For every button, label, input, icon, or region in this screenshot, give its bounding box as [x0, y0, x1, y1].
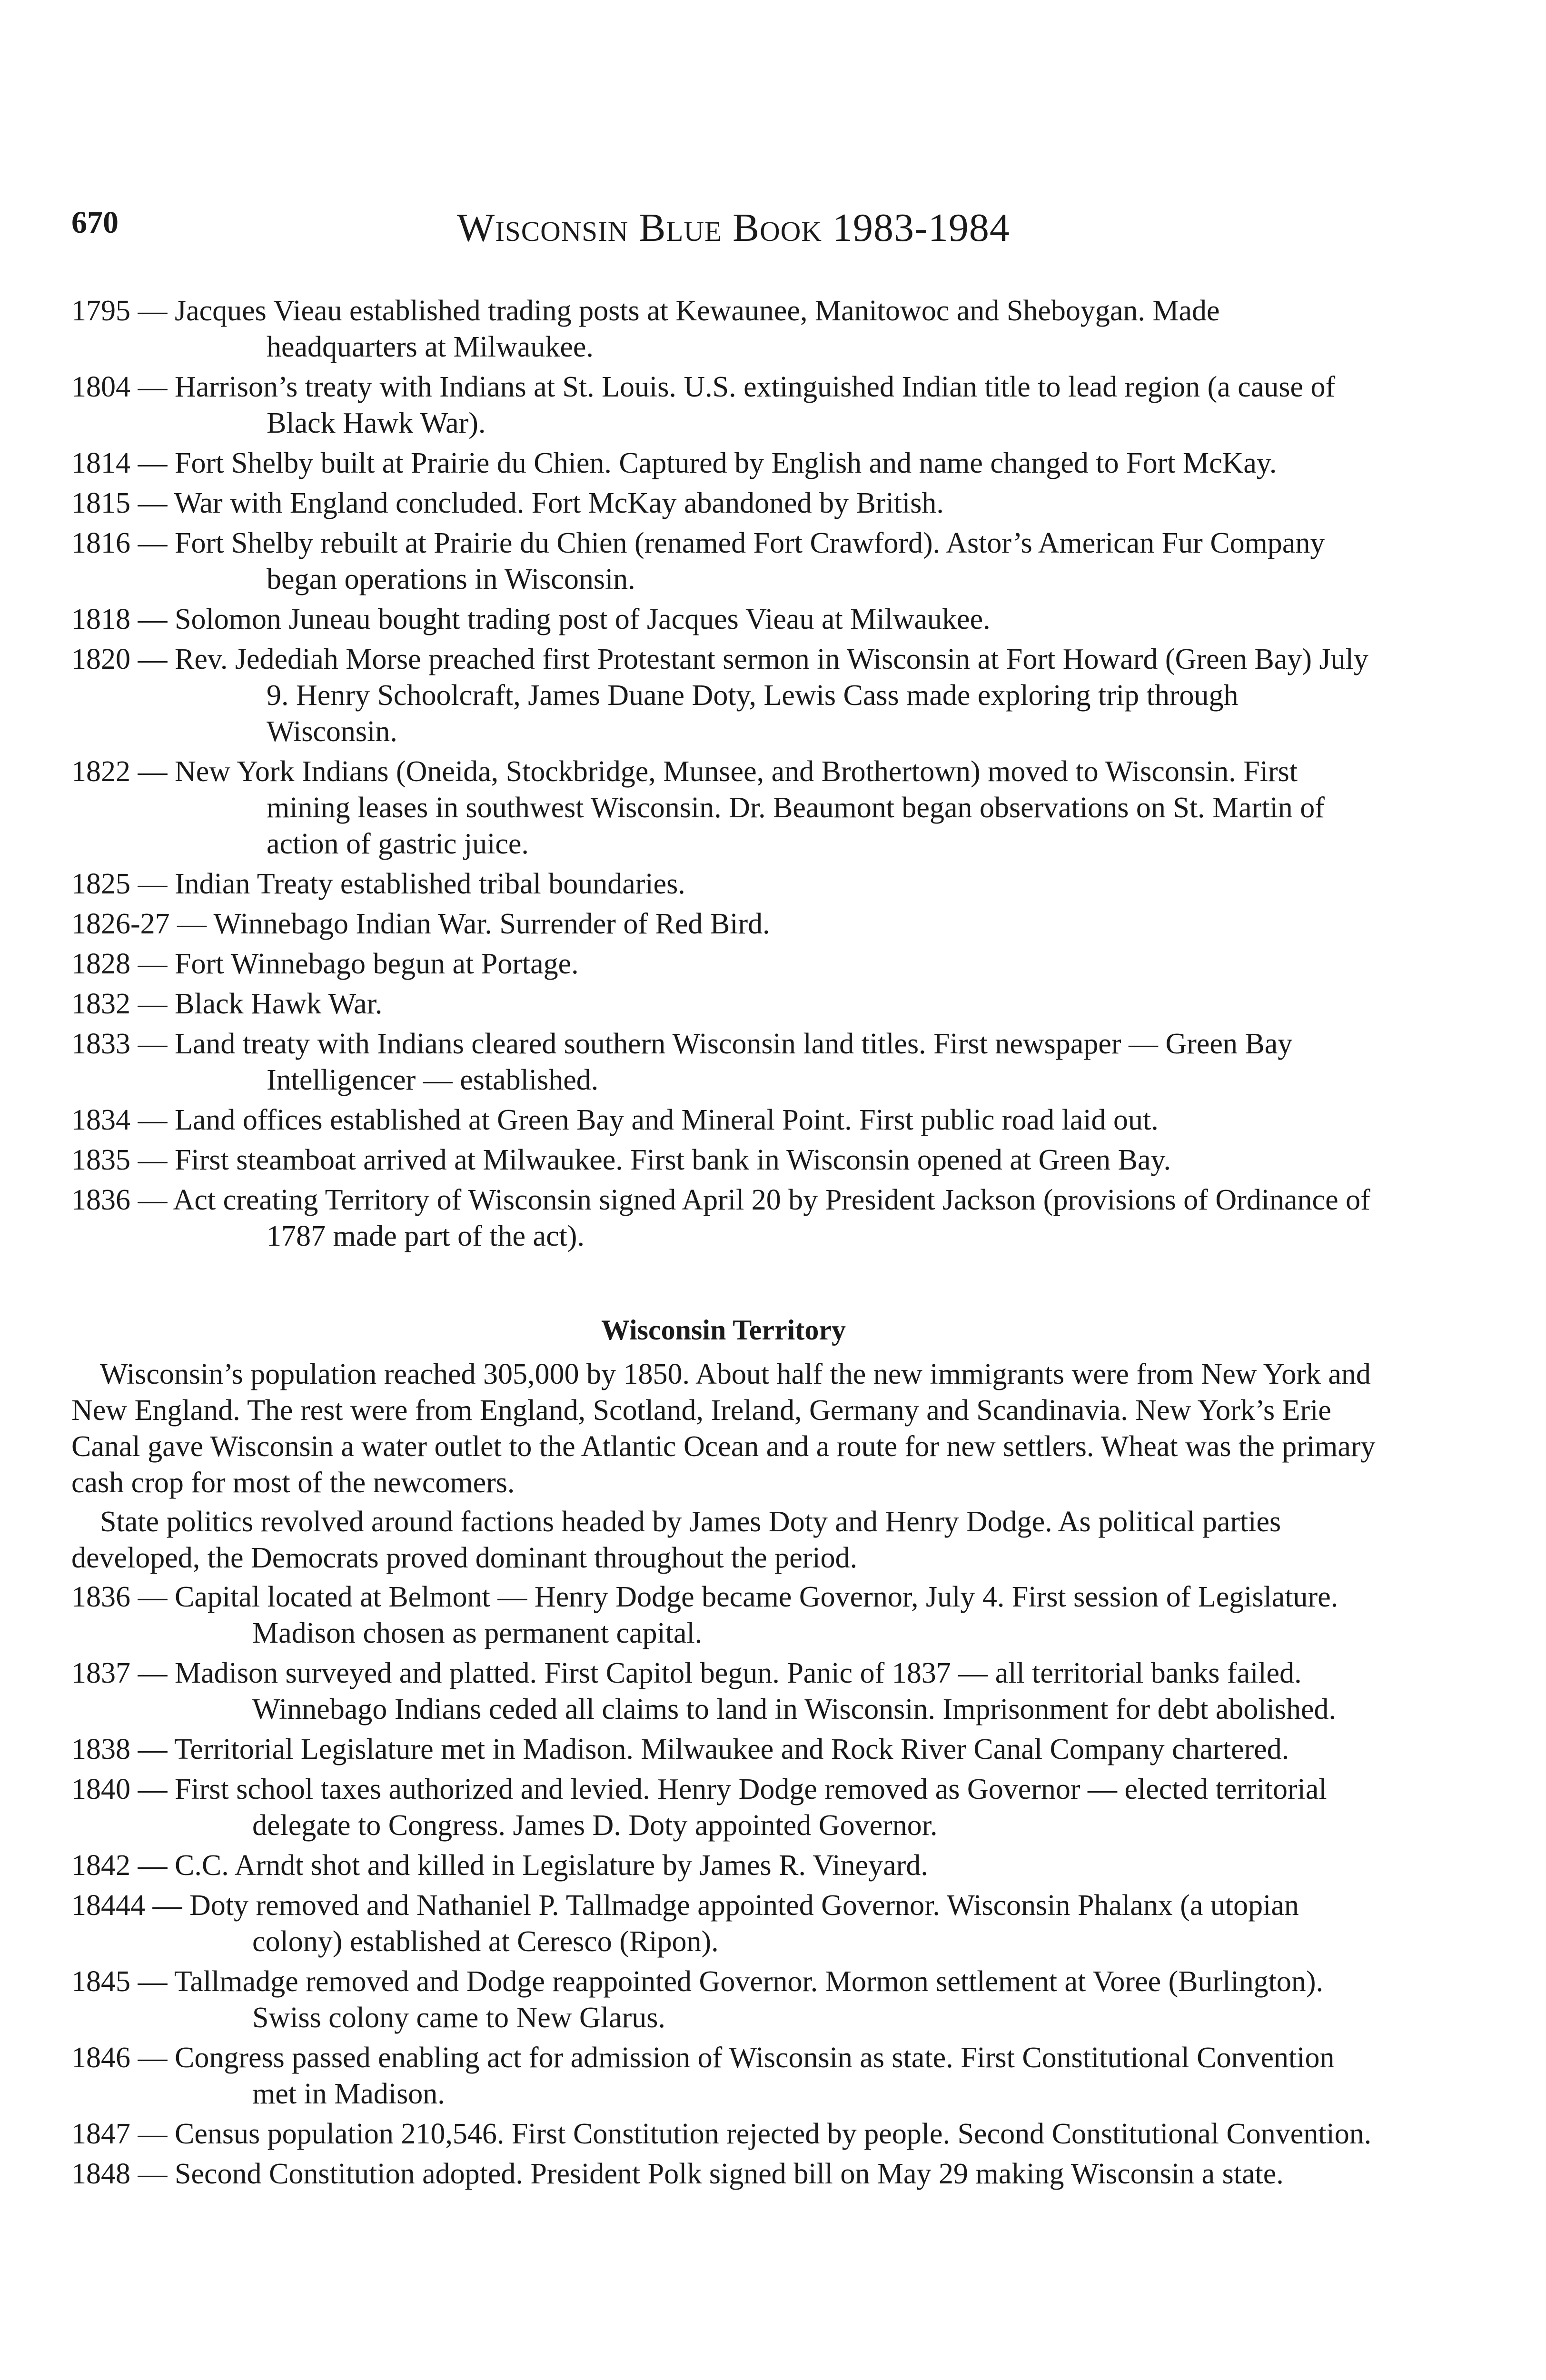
entry-year: 1836 — [71, 1184, 130, 1216]
entry-year: 1816 — [71, 527, 130, 559]
entry-dash: — — [138, 988, 168, 1020]
entry-text: Solomon Juneau bought trading post of Jacques Vieau at Milwaukee. — [175, 603, 991, 635]
entry-dash: — — [152, 1889, 182, 1922]
chronology-entry — [71, 1847, 1376, 1884]
chronology-entry — [71, 1771, 1376, 1844]
entry-year: 1835 — [71, 1144, 130, 1176]
entry-year: 1845 — [71, 1965, 130, 1998]
chronology-entry — [71, 1731, 1376, 1767]
chronology-entry — [71, 1142, 1376, 1178]
entry-text: First school taxes authorized and levied. Henry Dodge removed as Governor — elected territorial delegate to Congress. James D. Doty appointed Governor. — [175, 1773, 1327, 1842]
entry-dash: — — [138, 527, 168, 559]
chronology-entry — [71, 906, 1376, 942]
entry-text: Territorial Legislature met in Madison. Milwaukee and Rock River Canal Company chartered. — [174, 1733, 1289, 1765]
section-heading: Wisconsin Territory — [601, 1314, 846, 1346]
entry-year: 1836 — [71, 1581, 130, 1613]
entry-dash: — — [138, 948, 168, 980]
entry-dash: — — [138, 1184, 168, 1216]
early-chronology-list — [71, 293, 1376, 1254]
entry-dash: — — [138, 1773, 168, 1805]
entry-year: 1826-27 — [71, 908, 170, 940]
entry-text: Fort Shelby built at Prairie du Chien. Captured by English and name changed to Fort McKay. — [175, 447, 1277, 479]
entry-year: 1822 — [71, 755, 130, 788]
entry-text: Census population 210,546. First Constitution rejected by people. Second Constitutional Convention. — [175, 2118, 1372, 2150]
chronology-entry — [71, 485, 1376, 521]
entry-year: 1818 — [71, 603, 130, 635]
territory-paragraph: State politics revolved around factions headed by James Doty and Henry Dodge. As political parties developed, the Democrats proved dominant throughout the period. — [71, 1506, 1281, 1574]
entry-text: Tallmadge removed and Dodge reappointed Governor. Mormon settlement at Voree (Burlington). Swiss colony came to New Glarus. — [174, 1965, 1324, 2034]
entry-text: Rev. Jedediah Morse preached first Protestant sermon in Wisconsin at Fort Howard (Green Bay) July 9. Henry Schoolcraft, James Duane Doty, Lewis Cass made exploring trip through Wisconsin. — [175, 643, 1368, 748]
entry-year: 1848 — [71, 2158, 130, 2190]
entry-year: 1825 — [71, 868, 130, 900]
entry-text: Black Hawk War. — [175, 988, 383, 1020]
entry-year: 1795 — [71, 295, 130, 327]
entry-dash: — — [138, 371, 168, 403]
entry-year: 1820 — [71, 643, 130, 675]
entry-text: New York Indians (Oneida, Stockbridge, Munsee, and Brothertown) moved to Wisconsin. First mining leases in southwest Wisconsin. Dr. Beaumont began observations on St. Martin of action of gastric juice. — [175, 755, 1325, 860]
entry-dash: — — [138, 1965, 168, 1998]
chronology-entry — [71, 986, 1376, 1022]
entry-text: First steamboat arrived at Milwaukee. First bank in Wisconsin opened at Green Bay. — [175, 1144, 1171, 1176]
entry-text: C.C. Arndt shot and killed in Legislature by James R. Vineyard. — [175, 1849, 928, 1882]
entry-text: Doty removed and Nathaniel P. Tallmadge appointed Governor. Wisconsin Phalanx (a utopian colony) established at Ceresco (Ripon). — [189, 1889, 1299, 1958]
entry-dash: — — [138, 1657, 168, 1689]
entry-year: 1840 — [71, 1773, 130, 1805]
chronology-entry — [71, 293, 1376, 365]
entry-dash: — — [138, 1733, 168, 1765]
chronology-entry — [71, 1887, 1376, 1960]
entry-year: 1838 — [71, 1733, 130, 1765]
entry-text: Land offices established at Green Bay and Mineral Point. First public road laid out. — [175, 1104, 1159, 1136]
entry-year: 1842 — [71, 1849, 130, 1882]
entry-dash: — — [138, 1849, 168, 1882]
entry-year: 1815 — [71, 487, 130, 519]
entry-year: 1837 — [71, 1657, 130, 1689]
chronology-entry — [71, 2156, 1376, 2192]
chronology-entry — [71, 866, 1376, 902]
entry-dash: — — [138, 603, 168, 635]
entry-dash: — — [138, 868, 168, 900]
chronology-entry — [71, 2040, 1376, 2112]
chronology-entry — [71, 1182, 1376, 1254]
entry-text: Winnebago Indian War. Surrender of Red Bird. — [213, 908, 770, 940]
entry-year: 1846 — [71, 2042, 130, 2074]
territory-chronology-list — [71, 1579, 1376, 2192]
entry-dash: — — [138, 2158, 168, 2190]
chronology-entry — [71, 641, 1376, 750]
entry-dash: — — [138, 2042, 168, 2074]
entry-dash: — — [138, 2118, 168, 2150]
entry-dash: — — [138, 487, 168, 519]
chronology-entry — [71, 1964, 1376, 2036]
entry-text: War with England concluded. Fort McKay abandoned by British. — [174, 487, 944, 519]
page-header — [71, 205, 1380, 262]
entry-year: 1814 — [71, 447, 130, 479]
entry-text: Harrison’s treaty with Indians at St. Louis. U.S. extinguished Indian title to lead region (a cause of Black Hawk War). — [175, 371, 1336, 439]
entry-dash: — — [138, 755, 168, 788]
entry-year: 1834 — [71, 1104, 130, 1136]
entry-dash: — — [138, 643, 168, 675]
entry-dash: — — [177, 908, 207, 940]
chronology-entry — [71, 445, 1376, 481]
entry-text: Capital located at Belmont — Henry Dodge became Governor, July 4. First session of Legislature. Madison chosen as permanent capital. — [175, 1581, 1338, 1649]
entry-year: 18444 — [71, 1889, 145, 1922]
chronology-entry — [71, 1655, 1376, 1727]
entry-text: Second Constitution adopted. President Polk signed bill on May 29 making Wisconsin a state. — [175, 2158, 1284, 2190]
chronology-entry — [71, 1579, 1376, 1651]
entry-dash: — — [138, 1028, 168, 1060]
chronology-entry — [71, 1026, 1376, 1098]
entry-dash: — — [138, 295, 168, 327]
entry-year: 1847 — [71, 2118, 130, 2150]
entry-text: Congress passed enabling act for admission of Wisconsin as state. First Constitutional Convention met in Madison. — [175, 2042, 1335, 2110]
territory-paragraph: Wisconsin’s population reached 305,000 by 1850. About half the new immigrants were from New York and New England. The rest were from England, Scotland, Ireland, Germany and Scandinavia. New York’s Erie Canal gave Wisconsin a water outlet to the Atlantic Ocean and a route for new settlers. Wheat was the primary cash crop for most of the newcomers. — [71, 1358, 1376, 1499]
entry-text: Act creating Territory of Wisconsin signed April 20 by President Jackson (provisions of Ordinance of 1787 made part of the act). — [173, 1184, 1370, 1252]
entry-text: Fort Shelby rebuilt at Prairie du Chien (renamed Fort Crawford). Astor’s American Fur Company began operations in Wisconsin. — [175, 527, 1325, 595]
entry-text: Land treaty with Indians cleared southern Wisconsin land titles. First newspaper — Green Bay Intelligencer — established. — [175, 1028, 1293, 1096]
chronology-entry — [71, 525, 1376, 597]
entry-text: Madison surveyed and platted. First Capitol begun. Panic of 1837 — all territorial banks failed. Winnebago Indians ceded all claims to land in Wisconsin. Imprisonment for debt abolished. — [175, 1657, 1337, 1726]
entry-dash: — — [138, 1104, 168, 1136]
entry-year: 1833 — [71, 1028, 130, 1060]
chronology-entry — [71, 754, 1376, 862]
page-number: 670 — [71, 205, 119, 240]
entry-dash: — — [138, 1581, 168, 1613]
page-content — [71, 293, 1376, 2196]
entry-year: 1828 — [71, 948, 130, 980]
entry-text: Jacques Vieau established trading posts at Kewaunee, Manitowoc and Sheboygan. Made headquarters at Milwaukee. — [175, 295, 1220, 363]
chronology-entry — [71, 1102, 1376, 1138]
entry-year: 1804 — [71, 371, 130, 403]
entry-dash: — — [138, 447, 168, 479]
entry-text: Fort Winnebago begun at Portage. — [175, 948, 579, 980]
entry-text: Indian Treaty established tribal boundaries. — [175, 868, 685, 900]
running-title: Wisconsin Blue Book 1983-1984 — [457, 206, 1010, 250]
chronology-entry — [71, 369, 1376, 441]
entry-year: 1832 — [71, 988, 130, 1020]
chronology-entry — [71, 2116, 1376, 2152]
entry-dash: — — [138, 1144, 168, 1176]
chronology-entry — [71, 601, 1376, 637]
chronology-entry — [71, 946, 1376, 982]
